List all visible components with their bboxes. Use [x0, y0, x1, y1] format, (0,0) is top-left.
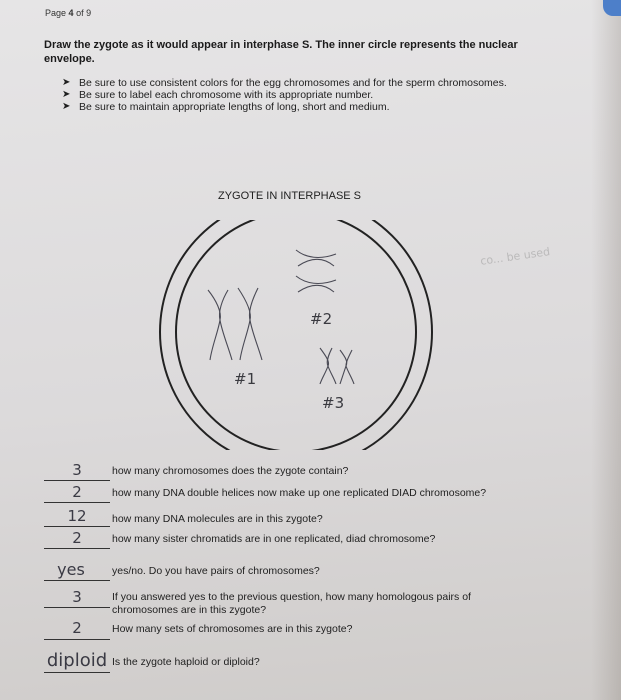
answer-value: diploid	[46, 650, 108, 671]
answer-value: 2	[72, 483, 82, 501]
answer-value: 2	[72, 619, 82, 637]
binder-tab	[603, 0, 621, 16]
question-text-continued: chromosomes are in this zygote?	[112, 604, 267, 616]
answer-line	[44, 639, 110, 640]
chromosome-1-drawing	[208, 288, 262, 360]
answer-line	[44, 672, 110, 673]
answer-value: 3	[72, 588, 82, 606]
question-row	[44, 590, 584, 620]
answer-line	[44, 607, 110, 608]
question-row	[44, 560, 584, 580]
bullet-item: ➤ Be sure to use consistent colors for the egg chromosomes and for the sperm chromosomes.	[62, 77, 507, 89]
answer-line	[44, 480, 110, 481]
faded-background-text: co... be used	[479, 245, 551, 268]
chromosome-3-drawing	[320, 348, 354, 384]
zygote-diagram	[150, 220, 450, 450]
bullet-item: ➤ Be sure to label each chromosome with its appropriate number.	[62, 89, 374, 101]
chromosome-1-label: #1	[234, 370, 257, 388]
chromosome-2-drawing	[296, 250, 336, 292]
page-edge-shadow	[591, 0, 621, 700]
answer-value: 2	[72, 529, 82, 547]
diagram-title: ZYGOTE IN INTERPHASE S	[218, 190, 362, 202]
question-text: If you answered yes to the previous question, how many homologous pairs of	[112, 591, 471, 603]
answer-line	[44, 580, 110, 581]
instruction-bullets	[62, 77, 522, 113]
answer-line	[44, 502, 110, 503]
question-row	[44, 508, 584, 526]
question-row	[44, 620, 584, 638]
question-text: Is the zygote haploid or diploid?	[112, 656, 260, 668]
answer-line	[44, 548, 110, 549]
cell-membrane	[160, 220, 432, 450]
answer-value: 3	[72, 461, 82, 479]
question-row	[44, 648, 584, 672]
question-text: how many DNA double helices now make up one replicated DIAD chromosome?	[112, 487, 487, 499]
question-text: How many sets of chromosomes are in this zygote?	[112, 623, 353, 635]
page-number: Page 4 of 9	[45, 8, 92, 18]
answer-line	[44, 526, 110, 527]
arrow-bullet-icon: ➤	[62, 77, 71, 88]
arrow-bullet-icon: ➤	[62, 101, 71, 112]
question-text: how many chromosomes does the zygote contain?	[112, 465, 349, 477]
chromosome-2-label: #2	[310, 310, 333, 328]
answer-value: yes	[57, 560, 85, 579]
chromosome-3-label: #3	[322, 394, 345, 412]
answer-value: 12	[67, 507, 87, 525]
question-text: how many DNA molecules are in this zygote?	[112, 513, 323, 525]
bullet-item: ➤ Be sure to maintain appropriate lengths of long, short and medium.	[62, 101, 390, 113]
instruction-text: Draw the zygote as it would appear in interphase S. The inner circle represents the nuclear envelope.	[44, 39, 518, 65]
question-row	[44, 462, 584, 480]
question-row	[44, 530, 584, 548]
arrow-bullet-icon: ➤	[62, 89, 71, 100]
nuclear-envelope	[176, 220, 416, 450]
question-text: how many sister chromatids are in one replicated, diad chromosome?	[112, 533, 436, 545]
question-text: yes/no. Do you have pairs of chromosomes?	[112, 565, 320, 577]
question-row	[44, 484, 584, 502]
